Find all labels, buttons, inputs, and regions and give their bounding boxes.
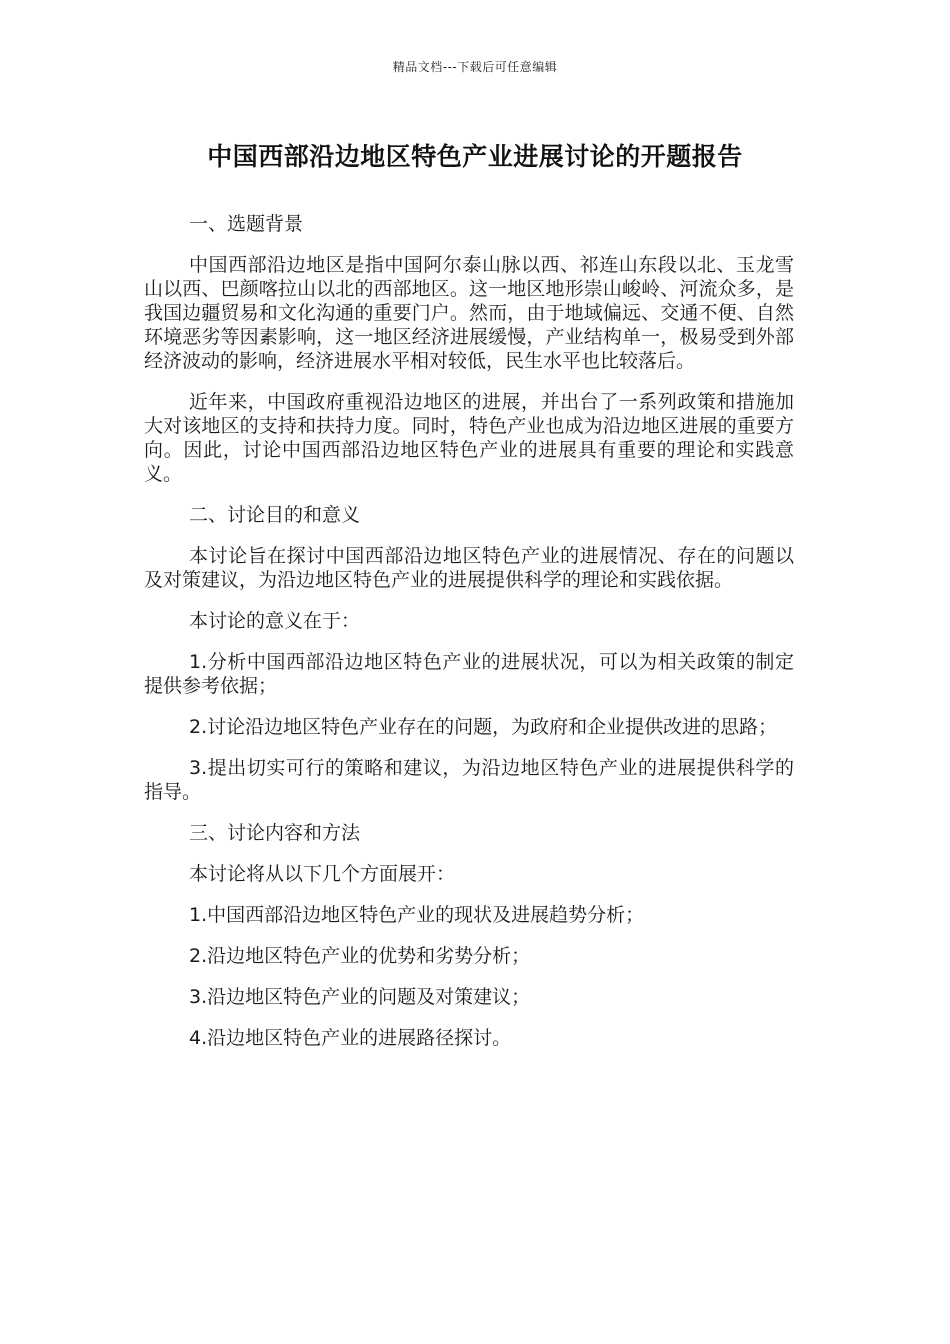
paragraph-content-intro: 本讨论将从以下几个方面展开： bbox=[189, 863, 456, 885]
significance-item-3: 3.提出切实可行的策略和建议，为沿边地区特色产业的进展提供科学的指导。 bbox=[144, 757, 794, 803]
document-title: 中国西部沿边地区特色产业进展讨论的开题报告 bbox=[207, 142, 743, 171]
significance-item-1: 1.分析中国西部沿边地区特色产业的进展状况，可以为相关政策的制定提供参考依据； bbox=[144, 651, 794, 697]
content-item-2: 2.沿边地区特色产业的优势和劣势分析； bbox=[189, 945, 531, 967]
content-item-1: 1.中国西部沿边地区特色产业的现状及进展趋势分析； bbox=[189, 904, 645, 926]
content-item-3: 3.沿边地区特色产业的问题及对策建议； bbox=[189, 986, 531, 1008]
significance-item-2: 2.讨论沿边地区特色产业存在的问题，为政府和企业提供改进的思路； bbox=[189, 716, 778, 738]
section-heading-purpose: 二、讨论目的和意义 bbox=[189, 504, 361, 526]
paragraph-background-2: 近年来，中国政府重视沿边地区的进展，并出台了一系列政策和措施加大对该地区的支持和扶持力度。同时，特色产业也成为沿边地区进展的重要方向。因此，讨论中国西部沿边地区特色产业的进展具有重要的理论和实践意义。 bbox=[144, 391, 794, 485]
section-heading-background: 一、选题背景 bbox=[189, 213, 304, 235]
section-heading-content-methods: 三、讨论内容和方法 bbox=[189, 822, 361, 844]
content-item-4: 4.沿边地区特色产业的进展路径探讨。 bbox=[189, 1027, 512, 1049]
paragraph-purpose: 本讨论旨在探讨中国西部沿边地区特色产业的进展情况、存在的问题以及对策建议，为沿边地区特色产业的进展提供科学的理论和实践依据。 bbox=[144, 545, 794, 591]
paragraph-significance-intro: 本讨论的意义在于： bbox=[189, 610, 361, 632]
document-body bbox=[144, 212, 794, 1067]
page-header: 精品文档---下载后可任意编辑 bbox=[392, 60, 558, 74]
paragraph-background-1: 中国西部沿边地区是指中国阿尔泰山脉以西、祁连山东段以北、玉龙雪山以西、巴颜喀拉山以北的西部地区。这一地区地形崇山峻岭、河流众多，是我国边疆贸易和文化沟通的重要门户。然而，由于地域偏远、交通不便、自然环境恶劣等因素影响，这一地区经济进展缓慢，产业结构单一，极易受到外部经济波动的影响，经济进展水平相对较低，民生水平也比较落后。 bbox=[144, 254, 794, 372]
